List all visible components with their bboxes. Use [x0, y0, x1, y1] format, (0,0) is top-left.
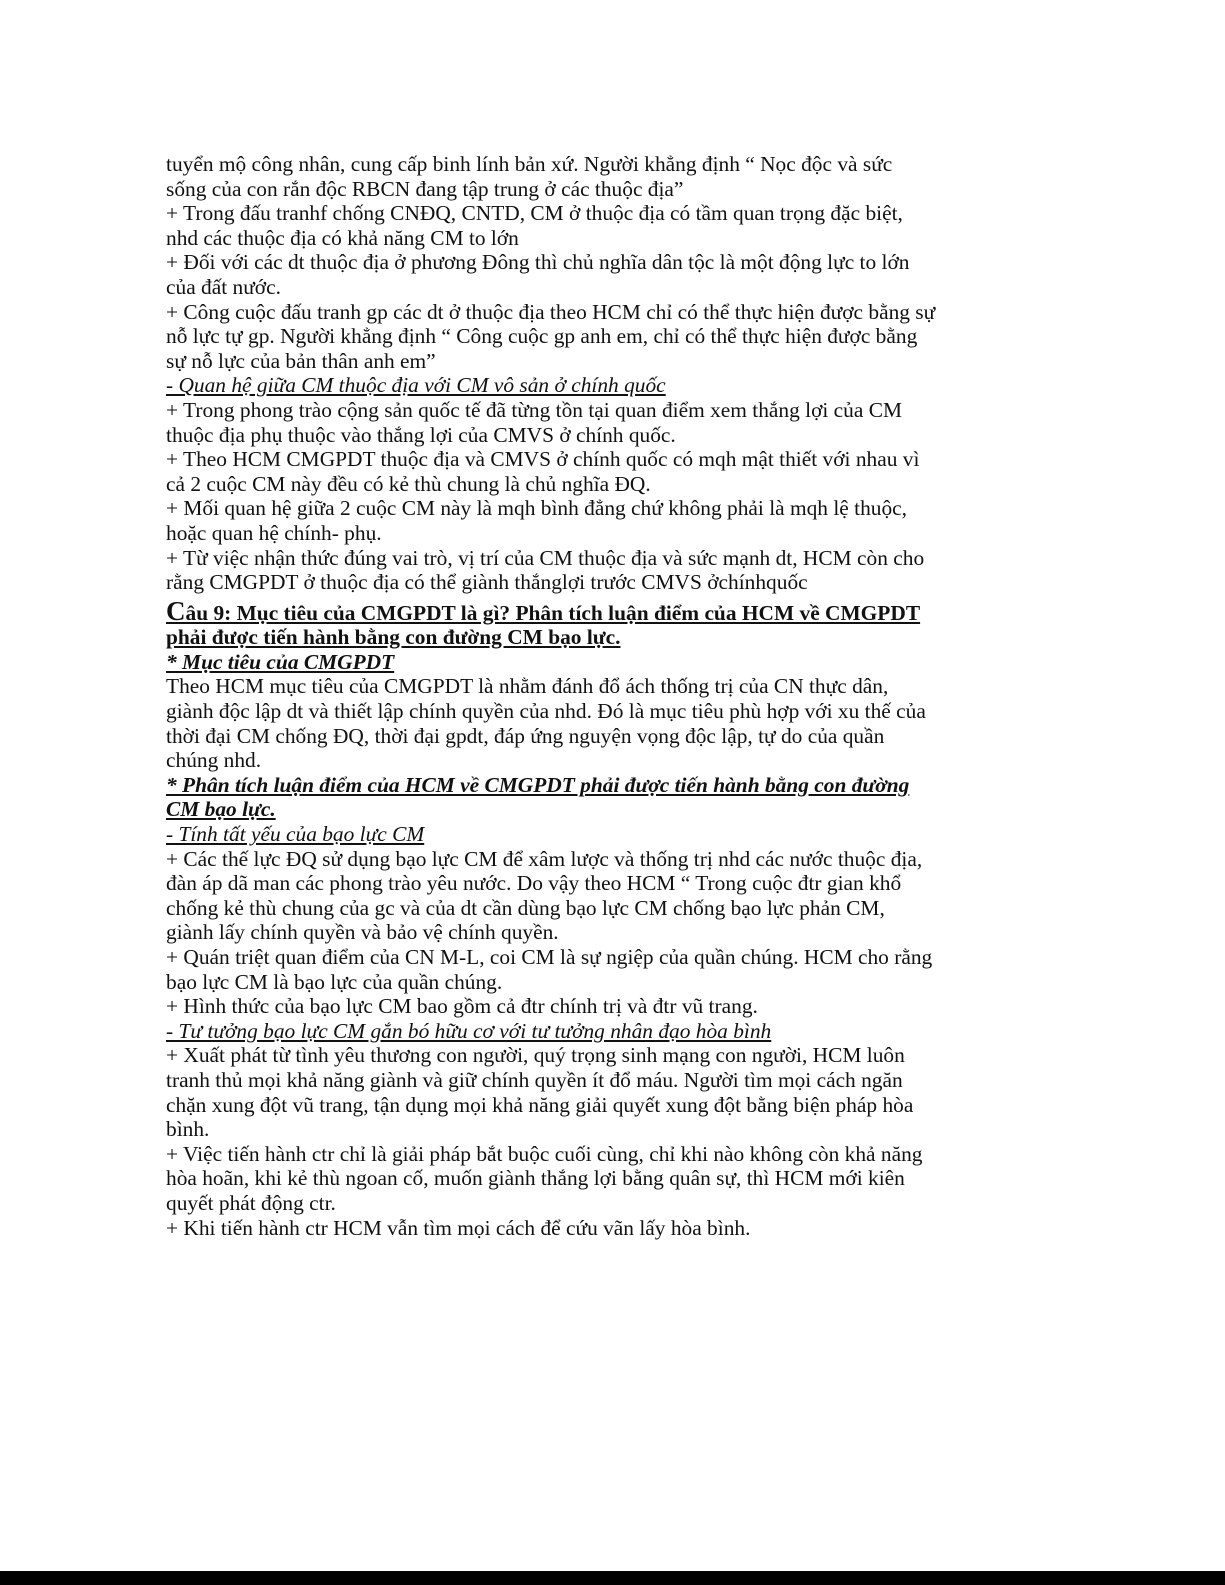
text-line: hoặc quan hệ chính- phụ.: [166, 520, 382, 545]
text-line: nỗ lực tự gp. Người khẳng định “ Công cuộc gp anh em, chỉ có thể thực hiện được bằng: [166, 324, 918, 349]
text-line: + Xuất phát từ tình yêu thương con người, quý trọng sinh mạng con người, HCM luôn: [166, 1043, 905, 1068]
text-line: nhd các thuộc địa có khả năng CM to lớn: [166, 225, 519, 250]
text-line: + Các thế lực ĐQ sử dụng bạo lực CM để xâm lược và thống trị nhd các nước thuộc địa,: [166, 846, 923, 871]
question-heading: [166, 595, 1096, 626]
text-line: + Mối quan hệ giữa 2 cuộc CM này là mqh bình đẳng chứ không phải là mqh lệ thuộc,: [166, 496, 908, 521]
subsection-heading: - Tư tưởng bạo lực CM gắn bó hữu cơ với tư tưởng nhân đạo hòa bình: [166, 1018, 772, 1043]
question-heading-text: âu 9: Mục tiêu của CMGPDT là gì? Phân tích luận điểm của HCM về CMGPDT: [185, 600, 921, 625]
section-heading-analysis-cont: CM bạo lực.: [166, 797, 276, 822]
document-page: [166, 152, 1096, 1240]
subsection-heading: - Quan hệ giữa CM thuộc địa với CM vô sản ở chính quốc: [166, 373, 666, 398]
section-heading-analysis: * Phân tích luận điểm của HCM về CMGPDT phải được tiến hành bằng con đường: [166, 772, 910, 797]
text-line: của đất nước.: [166, 274, 281, 299]
text-line: + Từ việc nhận thức đúng vai trò, vị trí của CM thuộc địa và sức mạnh dt, HCM còn cho: [166, 545, 925, 570]
text-line: quyết phát động ctr.: [166, 1190, 336, 1215]
text-line: chặn xung đột vũ trang, tận dụng mọi khả năng giải quyết xung đột bằng biện pháp hòa: [166, 1092, 914, 1117]
text-line: sống của con rắn độc RBCN đang tập trung ở các thuộc địa”: [166, 176, 684, 201]
text-line: thời đại CM chống ĐQ, thời đại gpdt, đáp ứng nguyện vọng độc lập, tự do của quần: [166, 723, 885, 748]
text-line: hòa hoãn, khi kẻ thù ngoan cố, muốn giành thắng lợi bằng quân sự, thì HCM mới kiên: [166, 1166, 905, 1191]
text-line: rằng CMGPDT ở thuộc địa có thể giành thắnglợi trước CMVS ởchínhquốc: [166, 570, 808, 595]
text-line: giành độc lập dt và thiết lập chính quyền của nhd. Đó là mục tiêu phù hợp với xu thế của: [166, 699, 926, 724]
text-line: đàn áp dã man các phong trào yêu nước. Do vậy theo HCM “ Trong cuộc đtr gian khổ: [166, 871, 902, 896]
text-line: + Đối với các dt thuộc địa ở phương Đông thì chủ nghĩa dân tộc là một động lực to lớn: [166, 250, 910, 275]
scan-bottom-border: [0, 1571, 1225, 1585]
text-line: + Khi tiến hành ctr HCM vẫn tìm mọi cách để cứu vãn lấy hòa bình.: [166, 1215, 751, 1240]
text-line: sự nỗ lực của bản thân anh em”: [166, 348, 436, 373]
section-heading-goal: * Mục tiêu của CMGPDT: [166, 649, 395, 674]
text-line: cả 2 cuộc CM này đều có kẻ thù chung là chủ nghĩa ĐQ.: [166, 471, 651, 496]
text-line: + Trong phong trào cộng sản quốc tế đã từng tồn tại quan điểm xem thắng lợi của CM: [166, 397, 903, 422]
text-line: + Trong đấu tranhf chống CNĐQ, CNTD, CM ở thuộc địa có tầm quan trọng đặc biệt,: [166, 201, 903, 226]
text-line: + Quán triệt quan điểm của CN M-L, coi CM là sự ngiệp của quần chúng. HCM cho rằng: [166, 945, 933, 969]
text-line: + Hình thức của bạo lực CM bao gồm cả đtr chính trị và đtr vũ trang.: [166, 994, 758, 1019]
question-heading-initial: C: [166, 595, 186, 626]
text-line: tuyển mộ công nhân, cung cấp binh lính bản xứ. Người khẳng định “ Nọc độc và sức: [166, 152, 893, 176]
text-line: chúng nhd.: [166, 748, 262, 773]
text-line: thuộc địa phụ thuộc vào thắng lợi của CMVS ở chính quốc.: [166, 422, 676, 447]
text-line: giành lấy chính quyền và bảo vệ chính quyền.: [166, 920, 559, 945]
text-line: chống kẻ thù chung của gc và của dt cần dùng bạo lực CM chống bạo lực phản CM,: [166, 895, 885, 920]
text-line: bình.: [166, 1117, 210, 1142]
text-line: Theo HCM mục tiêu của CMGPDT là nhằm đánh đổ ách thống trị của CN thực dân,: [166, 674, 889, 699]
text-line: + Việc tiến hành ctr chỉ là giải pháp bắt buộc cuối cùng, chỉ khi nào không còn khả năng: [166, 1141, 923, 1166]
question-heading-cont: phải được tiến hành bằng con đường CM bạo lực.: [166, 625, 621, 650]
text-line: tranh thủ mọi khả năng giành và giữ chính quyền ít đổ máu. Người tìm mọi cách ngăn: [166, 1067, 903, 1092]
text-line: bạo lực CM là bạo lực của quần chúng.: [166, 969, 503, 994]
text-line: + Theo HCM CMGPDT thuộc địa và CMVS ở chính quốc có mqh mật thiết với nhau vì: [166, 447, 920, 472]
subsection-heading: - Tính tất yếu của bạo lực CM: [166, 822, 425, 847]
text-line: + Công cuộc đấu tranh gp các dt ở thuộc địa theo HCM chỉ có thể thực hiện được bằng sự: [166, 299, 936, 324]
